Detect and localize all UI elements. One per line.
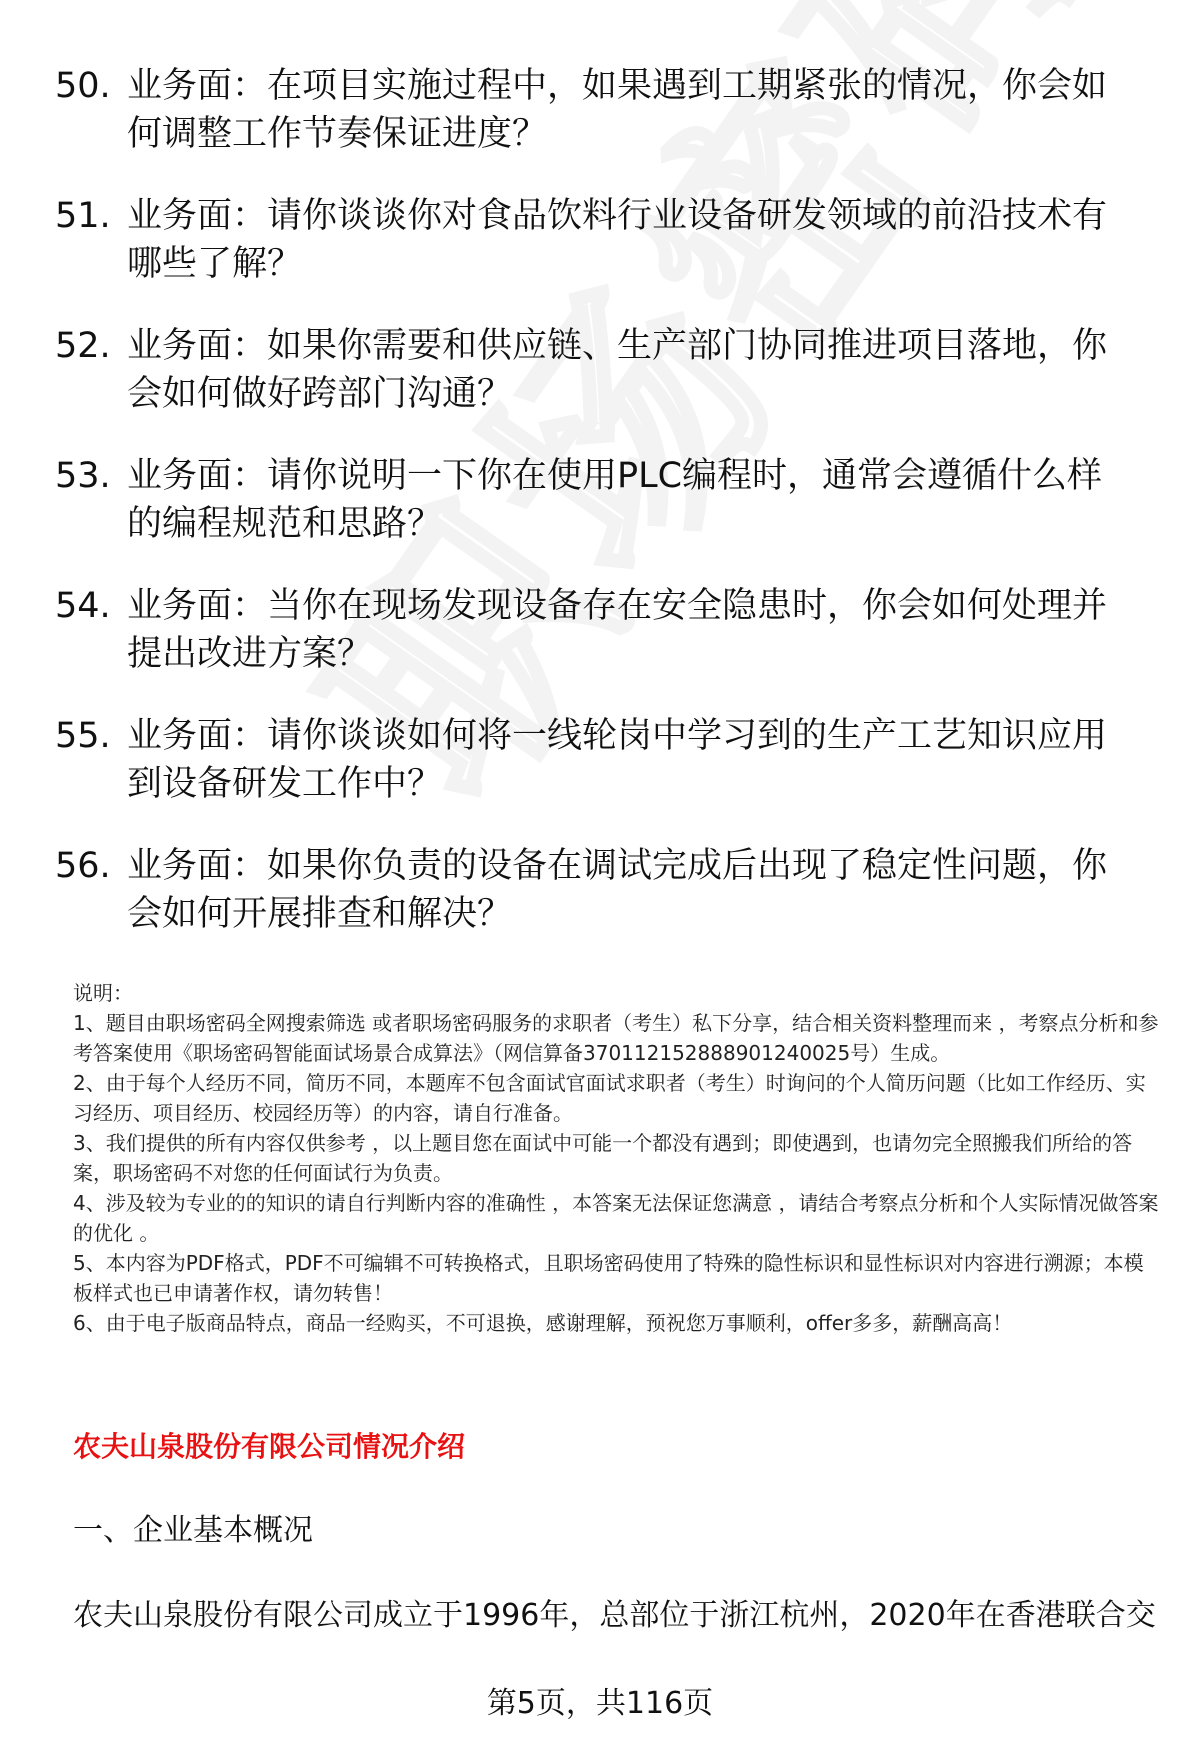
note-item: 1、题目由职场密码全网搜索筛选 或者职场密码服务的求职者（考生）私下分享，结合相关资料整理而来 ，考察点分析和参考答案使用《职场密码智能面试场景合成算法》（网信算备370112152888901240025号）生成。 bbox=[73, 1011, 1159, 1065]
question-text: 业务面：请你谈谈如何将一线轮岗中学习到的生产工艺知识应用到设备研发工作中？ bbox=[127, 716, 1108, 804]
note-item: 4、涉及较为专业的的知识的请自行判断内容的准确性 ，本答案无法保证您满意 ，请结合考察点分析和个人实际情况做答案的优化 。 bbox=[73, 1191, 1159, 1245]
question-item bbox=[55, 582, 1145, 678]
notes-section bbox=[73, 978, 1163, 1338]
question-number: 52. bbox=[55, 326, 111, 366]
section-heading: 一、企业基本概况 bbox=[73, 1513, 313, 1548]
note-item: 3、我们提供的所有内容仅供参考 ，以上题目您在面试中可能一个都没有遇到；即使遇到，也请勿完全照搬我们所给的答案，职场密码不对您的任何面试行为负责。 bbox=[73, 1131, 1133, 1185]
question-item bbox=[55, 452, 1145, 548]
question-list bbox=[55, 62, 1145, 972]
question-number: 56. bbox=[55, 846, 111, 886]
note-item: 5、本内容为PDF格式，PDF不可编辑不可转换格式，且职场密码使用了特殊的隐性标识和显性标识对内容进行溯源；本模板样式也已申请著作权，请勿转售！ bbox=[73, 1251, 1144, 1305]
question-number: 53. bbox=[55, 456, 111, 496]
question-item bbox=[55, 712, 1145, 808]
question-text: 业务面：在项目实施过程中，如果遇到工期紧张的情况，你会如何调整工作节奏保证进度？ bbox=[127, 66, 1108, 154]
question-text: 业务面：如果你负责的设备在调试完成后出现了稳定性问题，你会如何开展排查和解决？ bbox=[127, 846, 1108, 934]
company-title: 农夫山泉股份有限公司情况介绍 bbox=[73, 1430, 466, 1463]
note-item: 2、由于每个人经历不同，简历不同，本题库不包含面试官面试求职者（考生）时询问的个人简历问题（比如工作经历、实习经历、项目经历、校园经历等）的内容，请自行准备。 bbox=[73, 1071, 1146, 1125]
question-number: 51. bbox=[55, 196, 111, 236]
company-paragraph: 农夫山泉股份有限公司成立于1996年，总部位于浙江杭州，2020年在香港联合交 bbox=[73, 1598, 1156, 1633]
page-footer: 第5页，共116页 bbox=[486, 1686, 714, 1721]
notes-heading: 说明： bbox=[73, 981, 133, 1005]
question-number: 50. bbox=[55, 66, 111, 106]
question-text: 业务面：如果你需要和供应链、生产部门协同推进项目落地，你会如何做好跨部门沟通？ bbox=[127, 326, 1108, 414]
question-number: 55. bbox=[55, 716, 111, 756]
question-text: 业务面：请你谈谈你对食品饮料行业设备研发领域的前沿技术有哪些了解？ bbox=[127, 196, 1108, 284]
question-number: 54. bbox=[55, 586, 111, 626]
question-text: 业务面：当你在现场发现设备存在安全隐患时，你会如何处理并提出改进方案？ bbox=[127, 586, 1108, 674]
question-text: 业务面：请你说明一下你在使用PLC编程时，通常会遵循什么样的编程规范和思路？ bbox=[127, 456, 1103, 544]
question-item bbox=[55, 842, 1145, 938]
question-item bbox=[55, 192, 1145, 288]
question-item bbox=[55, 322, 1145, 418]
question-item bbox=[55, 62, 1145, 158]
note-item: 6、由于电子版商品特点，商品一经购买，不可退换，感谢理解，预祝您万事顺利，offer多多，薪酬高高！ bbox=[73, 1311, 1013, 1335]
